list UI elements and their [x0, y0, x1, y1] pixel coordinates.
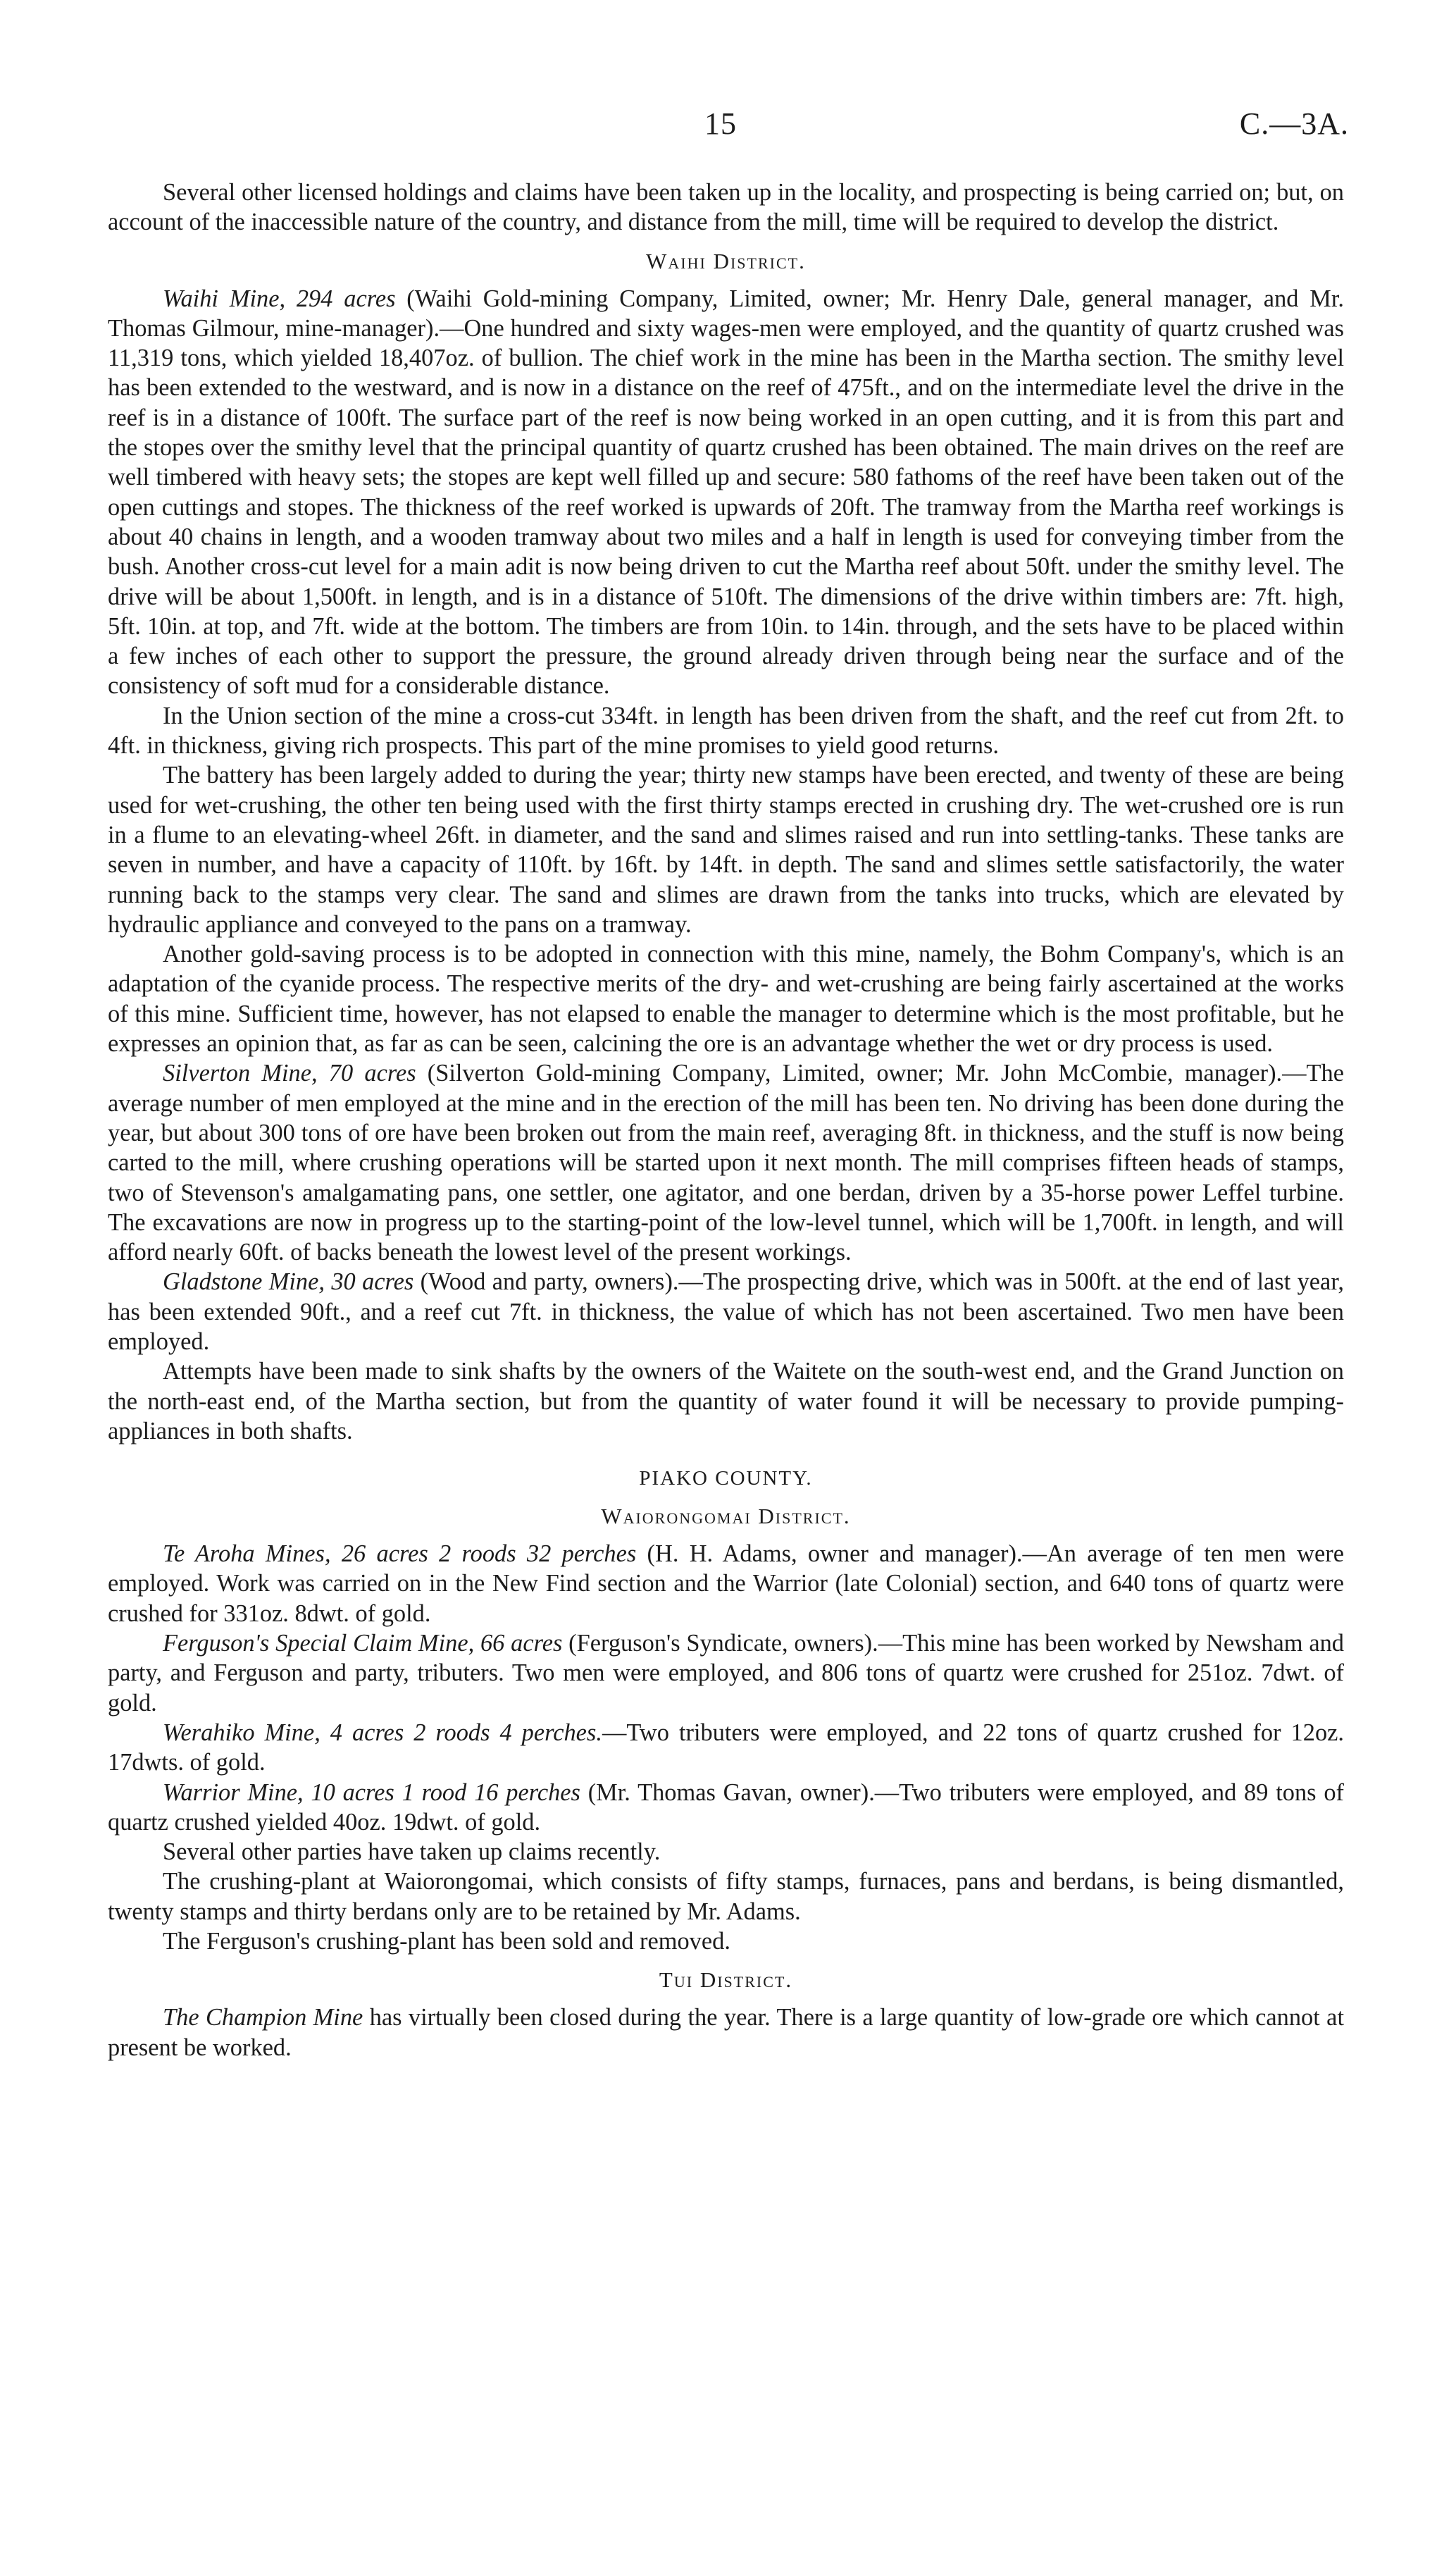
waihi-mine-paragraph — [108, 284, 1344, 701]
waihi-mine-title: Waihi Mine, 294 acres — [163, 285, 396, 312]
piako-county-heading: PIAKO COUNTY. — [639, 1467, 813, 1490]
document-reference: C.—3A. — [1239, 106, 1349, 141]
werahiko-mine-paragraph — [108, 1718, 1344, 1778]
waiorongomai-district-heading: Waiorongomai District. — [601, 1504, 851, 1529]
intro-paragraph: Several other licensed holdings and claims have been taken up in the locality, and prospecting is being carried on; but, on account of the inaccessible nature of the country, and distance from the mill, time will be required to develop the district. — [108, 179, 1344, 236]
waihi-mine-text: (Waihi Gold-mining Company, Limited, owner; Mr. Henry Dale, general manager, and Mr. Thomas Gilmour, mine-manager).—One hundred and sixty wages-men were employed, and the quantity of quartz crushed was 11,319 tons, which yielded 18,407oz. of bullion. The chief work in the mine has been in the Martha section. The smithy level has been extended to the westward, and is now in a distance on the reef of 475ft., and on the intermediate level the drive in the reef is in a distance of 100ft. The surface part of the reef is now being worked in an open cutting, and it is from this part and the stopes over the smithy level that the principal quantity of quartz crushed has been obtained. The main drives on the reef are well timbered with heavy sets; the stopes are kept well filled up and secure: 580 fathoms of the reef have been taken out of the open cuttings and stopes. The thickness of the reef worked is upwards of 20ft. The tramway from the Martha reef workings is about 40 chains in length, and a wooden tramway about two miles and a half in length is used for conveying timber from the bush. Another cross-cut level for a main adit is now being driven to cut the Martha reef about 50ft. under the smithy level. The drive will be about 1,500ft. in length, and is in a distance of 510ft. The dimensions of the drive within timbers are: 7ft. high, 5ft. 10in. at top, and 7ft. wide at the bottom. The timbers are from 10in. to 14in. through, and the sets have to be placed within a few inches of each other to support the pressure, the ground already driven through being near the surface and of the consistency of soft mud for a considerable distance. — [108, 285, 1344, 700]
page-number: 15 — [704, 106, 737, 141]
ferguson-claim-title: Ferguson's Special Claim Mine, 66 acres — [163, 1630, 563, 1657]
warrior-mine-title: Warrior Mine, 10 acres 1 rood 16 perches — [163, 1778, 580, 1806]
gladstone-mine-paragraph — [108, 1267, 1344, 1356]
te-aroha-title: Te Aroha Mines, 26 acres 2 roods 32 perches — [163, 1540, 637, 1568]
gladstone-mine-title: Gladstone Mine, 30 acres — [163, 1268, 414, 1296]
attempts-paragraph: Attempts have been made to sink shafts by the owners of the Waitete on the south-west end, and the Grand Junction on the north-east end, of the Martha section, but from the quantity of water found it will be necessary to provide pumping-appliances in both shafts. — [108, 1358, 1344, 1444]
warrior-mine-paragraph — [108, 1778, 1344, 1838]
champion-mine-title: The Champion Mine — [163, 2004, 363, 2031]
ferguson-plant-paragraph: The Ferguson's crushing-plant has been sold and removed. — [163, 1928, 730, 1955]
report-body — [108, 178, 1344, 2062]
gladstone-mine-text: (Wood and party, owners).—The prospecting drive, which was in 500ft. at the end of last year, has been extended 90ft., and a reef cut 7ft. in thickness, the value of which has not been ascertained. Two men have been employed. — [108, 1268, 1344, 1355]
te-aroha-paragraph — [108, 1539, 1344, 1628]
silverton-mine-title: Silverton Mine, 70 acres — [163, 1060, 416, 1087]
te-aroha-text: (H. H. Adams, owner and manager).—An average of ten men were employed. Work was carried on in the New Find section and the Warrior (late Colonial) section, and 640 tons of quartz were crushed for 331oz. 8dwt. of gold. — [108, 1540, 1344, 1627]
crushing-plant-paragraph: The crushing-plant at Waiorongomai, which consists of fifty stamps, furnaces, pans and berdans, is being dismantled, twenty stamps and thirty berdans only are to be retained by Mr. Adams. — [108, 1868, 1344, 1925]
warrior-mine-text: (Mr. Thomas Gavan, owner).—Two tributers were employed, and 89 tons of quartz crushed yielded 40oz. 19dwt. of gold. — [108, 1778, 1345, 1836]
ferguson-claim-paragraph — [108, 1628, 1344, 1718]
werahiko-mine-text: —Two tributers were employed, and 22 tons of quartz crushed for 12oz. 17dwts. of gold. — [108, 1719, 1345, 1776]
silverton-mine-paragraph — [108, 1058, 1344, 1267]
gold-saving-paragraph: Another gold-saving process is to be adopted in connection with this mine, namely, the Bohm Company's, which is an adaptation of the cyanide process. The respective merits of the dry- and wet-crushing are being fairly ascertained at the works of this mine. Sufficient time, however, has not elapsed to enable the manager to determine which is the most profitable, but he expresses an opinion that, as far as can be seen, calcining the ore is an advantage whether the wet or dry process is used. — [108, 941, 1344, 1058]
other-parties-paragraph: Several other parties have taken up claims recently. — [163, 1838, 661, 1866]
werahiko-mine-title: Werahiko Mine, 4 acres 2 roods 4 perches. — [163, 1719, 602, 1746]
battery-paragraph: The battery has been largely added to during the year; thirty new stamps have been erected, and twenty of these are being used for wet-crushing, the other ten being used with the first thirty stamps erected in crushing dry. The wet-crushed ore is run in a flume to an elevating-wheel 26ft. in diameter, and the sand and slimes raised and run into settling-tanks. These tanks are seven in number, and have a capacity of 110ft. by 16ft. by 14ft. in depth. The sand and slimes settle satisfactorily, the water running back to the stamps very clear. The sand and slimes are drawn from the tanks into trucks, which are elevated by hydraulic appliance and conveyed to the pans on a tramway. — [108, 762, 1344, 938]
silverton-mine-text: (Silverton Gold-mining Company, Limited, owner; Mr. John McCombie, manager).—The average number of men employed at the mine and in the erection of the mill has been ten. No driving has been done during the year, but about 300 tons of ore have been broken out from the main reef, averaging 8ft. in thickness, and the stuff is now being carted to the mill, where crushing operations will be started upon it next month. The mill comprises fifteen heads of stamps, two of Stevenson's amalgamating pans, one settler, one agitator, and one berdan, driven by a 35-horse power Leffel turbine. The excavations are now in progress up to the starting-point of the low-level tunnel, which will be 1,700ft. in length, and will afford nearly 60ft. of backs beneath the lowest level of the present workings. — [108, 1060, 1344, 1266]
ferguson-claim-text: (Ferguson's Syndicate, owners).—This mine has been worked by Newsham and party, and Ferguson and party, tributers. Two men were employed, and 806 tons of quartz were crushed for 251oz. 7dwt. of gold. — [108, 1630, 1344, 1716]
page-header — [0, 106, 1456, 155]
tui-district-heading: Tui District. — [659, 1967, 793, 1993]
champion-mine-paragraph — [108, 2003, 1344, 2062]
waihi-district-heading: Waihi District. — [646, 248, 806, 273]
union-section-paragraph: In the Union section of the mine a cross-cut 334ft. in length has been driven from the shaft, and the reef cut from 2ft. to 4ft. in thickness, giving rich prospects. This part of the mine promises to yield good returns. — [108, 702, 1344, 760]
champion-mine-text: has virtually been closed during the year. There is a large quantity of low-grade ore which cannot at present be worked. — [108, 2004, 1344, 2061]
